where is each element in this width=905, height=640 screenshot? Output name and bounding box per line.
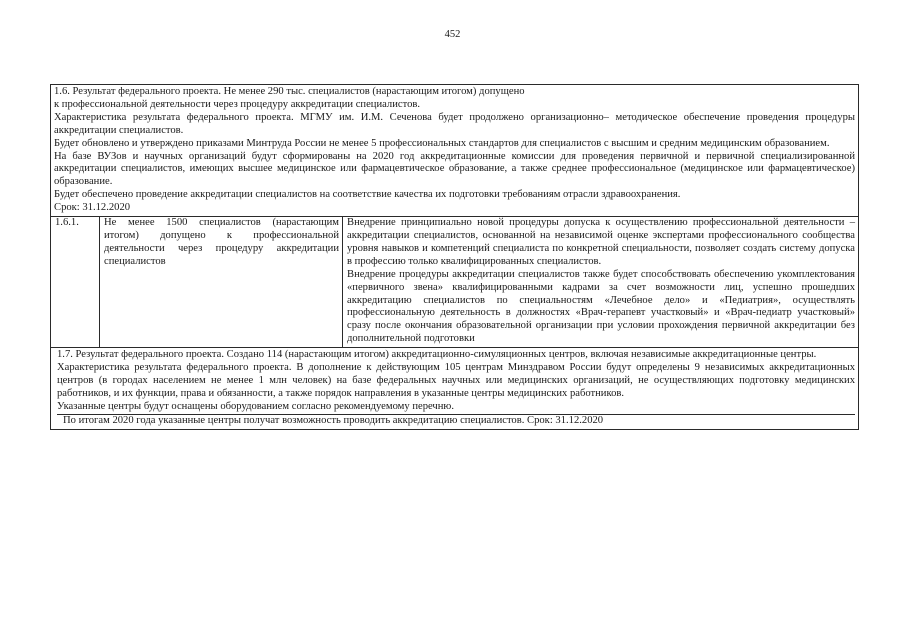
section-1-7-title: 1.7. Результат федерального проекта. Создано 114 (нарастающим итогом) аккредитационно-симуляционных центров, включая независимые аккредитационные центры.: [57, 349, 817, 361]
section-1-6-deadline: Срок: 31.12.2020: [54, 202, 131, 214]
row-1-6-1-description-p2: Внедрение процедуры аккредитации специалистов также будет способствовать обеспечению укомплектования «первичного звена» квалифицированными кадрами за счет возможности лиц, успешно прошедших аккредитацию специалистов по специальностям «Лечебное дело» и «Педиатрия», осуществлять профессиональную деятельность в должностях «Врач-терапевт участковый» и «Врач-педиатр участковый» сразу после окончания образовательной организации при условии прохождения первичной аккредитации без дополнительной подготовки: [347, 268, 855, 345]
row-1-6-1-description-p1: Внедрение принципиально новой процедуры допуска к осуществлению профессиональной деятельности – аккредитации специалистов, основанной на независимой оценке экспертами профессионального сообщества уровня навыков и компетенций специалиста по конкретной специальности, позволяет создать систему допуска в профессию только квалифицированных специалистов.: [347, 217, 855, 267]
page-number: 452: [444, 29, 461, 40]
section-1-6-commissions: На базе ВУЗов и научных организаций будут сформированы на 2020 год аккредитационные комиссии для проведения первичной и первичной специализированной аккредитации специалистов, имеющих высшее медицинское или фармацевтическое образование, а также среднее профессиональное (медицинское или фармацевтическое) образование.: [54, 150, 855, 188]
section-1-6-standards: Будет обновлено и утверждено приказами Минтруда России не менее 5 профессиональных стандартов для специалистов с высшим и средним медицинским образованием.: [54, 137, 830, 149]
row-1-6-1-number: 1.6.1.: [51, 217, 100, 347]
row-1-6-1: [51, 216, 858, 348]
section-1-6: [51, 85, 858, 216]
section-1-6-title-line1: 1.6. Результат федерального проекта. Не менее 290 тыс. специалистов (нарастающим итогом) допущено: [54, 86, 525, 97]
section-1-7-characteristic: Характеристика результата федерального проекта. В дополнение к действующим 105 центрам Минздравом России будут определены 9 независимых аккредитационных центров (в городах населением не менее 1 млн человек) на базе федеральных научных или медицинских организаций, не осуществляющих подготовку медицинских работников, и их функции, права и обязанности, а также порядок направления в указанные центры медицинских работников.: [57, 362, 855, 399]
section-1-6-characteristic: Характеристика результата федерального проекта. МГМУ им. И.М. Сеченова будет продолжено организационно– методическое обеспечение проведения процедуры аккредитации специалистов.: [54, 111, 855, 136]
section-1-7-outcome: По итогам 2020 года указанные центры получат возможность проводить аккредитацию специалистов. Срок: 31.12.2020: [57, 414, 855, 428]
row-1-6-1-result: Не менее 1500 специалистов (нарастающим итогом) допущено к профессиональной деятельности через процедуру аккредитации специалистов: [100, 217, 343, 347]
section-1-7-equipment: Указанные центры будут оснащены оборудованием согласно рекомендуемому перечню.: [57, 400, 454, 412]
row-1-6-1-description: [343, 217, 858, 347]
section-1-7: [51, 348, 858, 428]
section-1-6-title-line2: к профессиональной деятельности через процедуру аккредитации специалистов.: [54, 98, 421, 110]
section-1-6-quality: Будет обеспечено проведение аккредитации специалистов на соответствие качества их подготовки требованиям отрасли здравоохранения.: [54, 189, 681, 201]
document-table: [50, 84, 859, 430]
